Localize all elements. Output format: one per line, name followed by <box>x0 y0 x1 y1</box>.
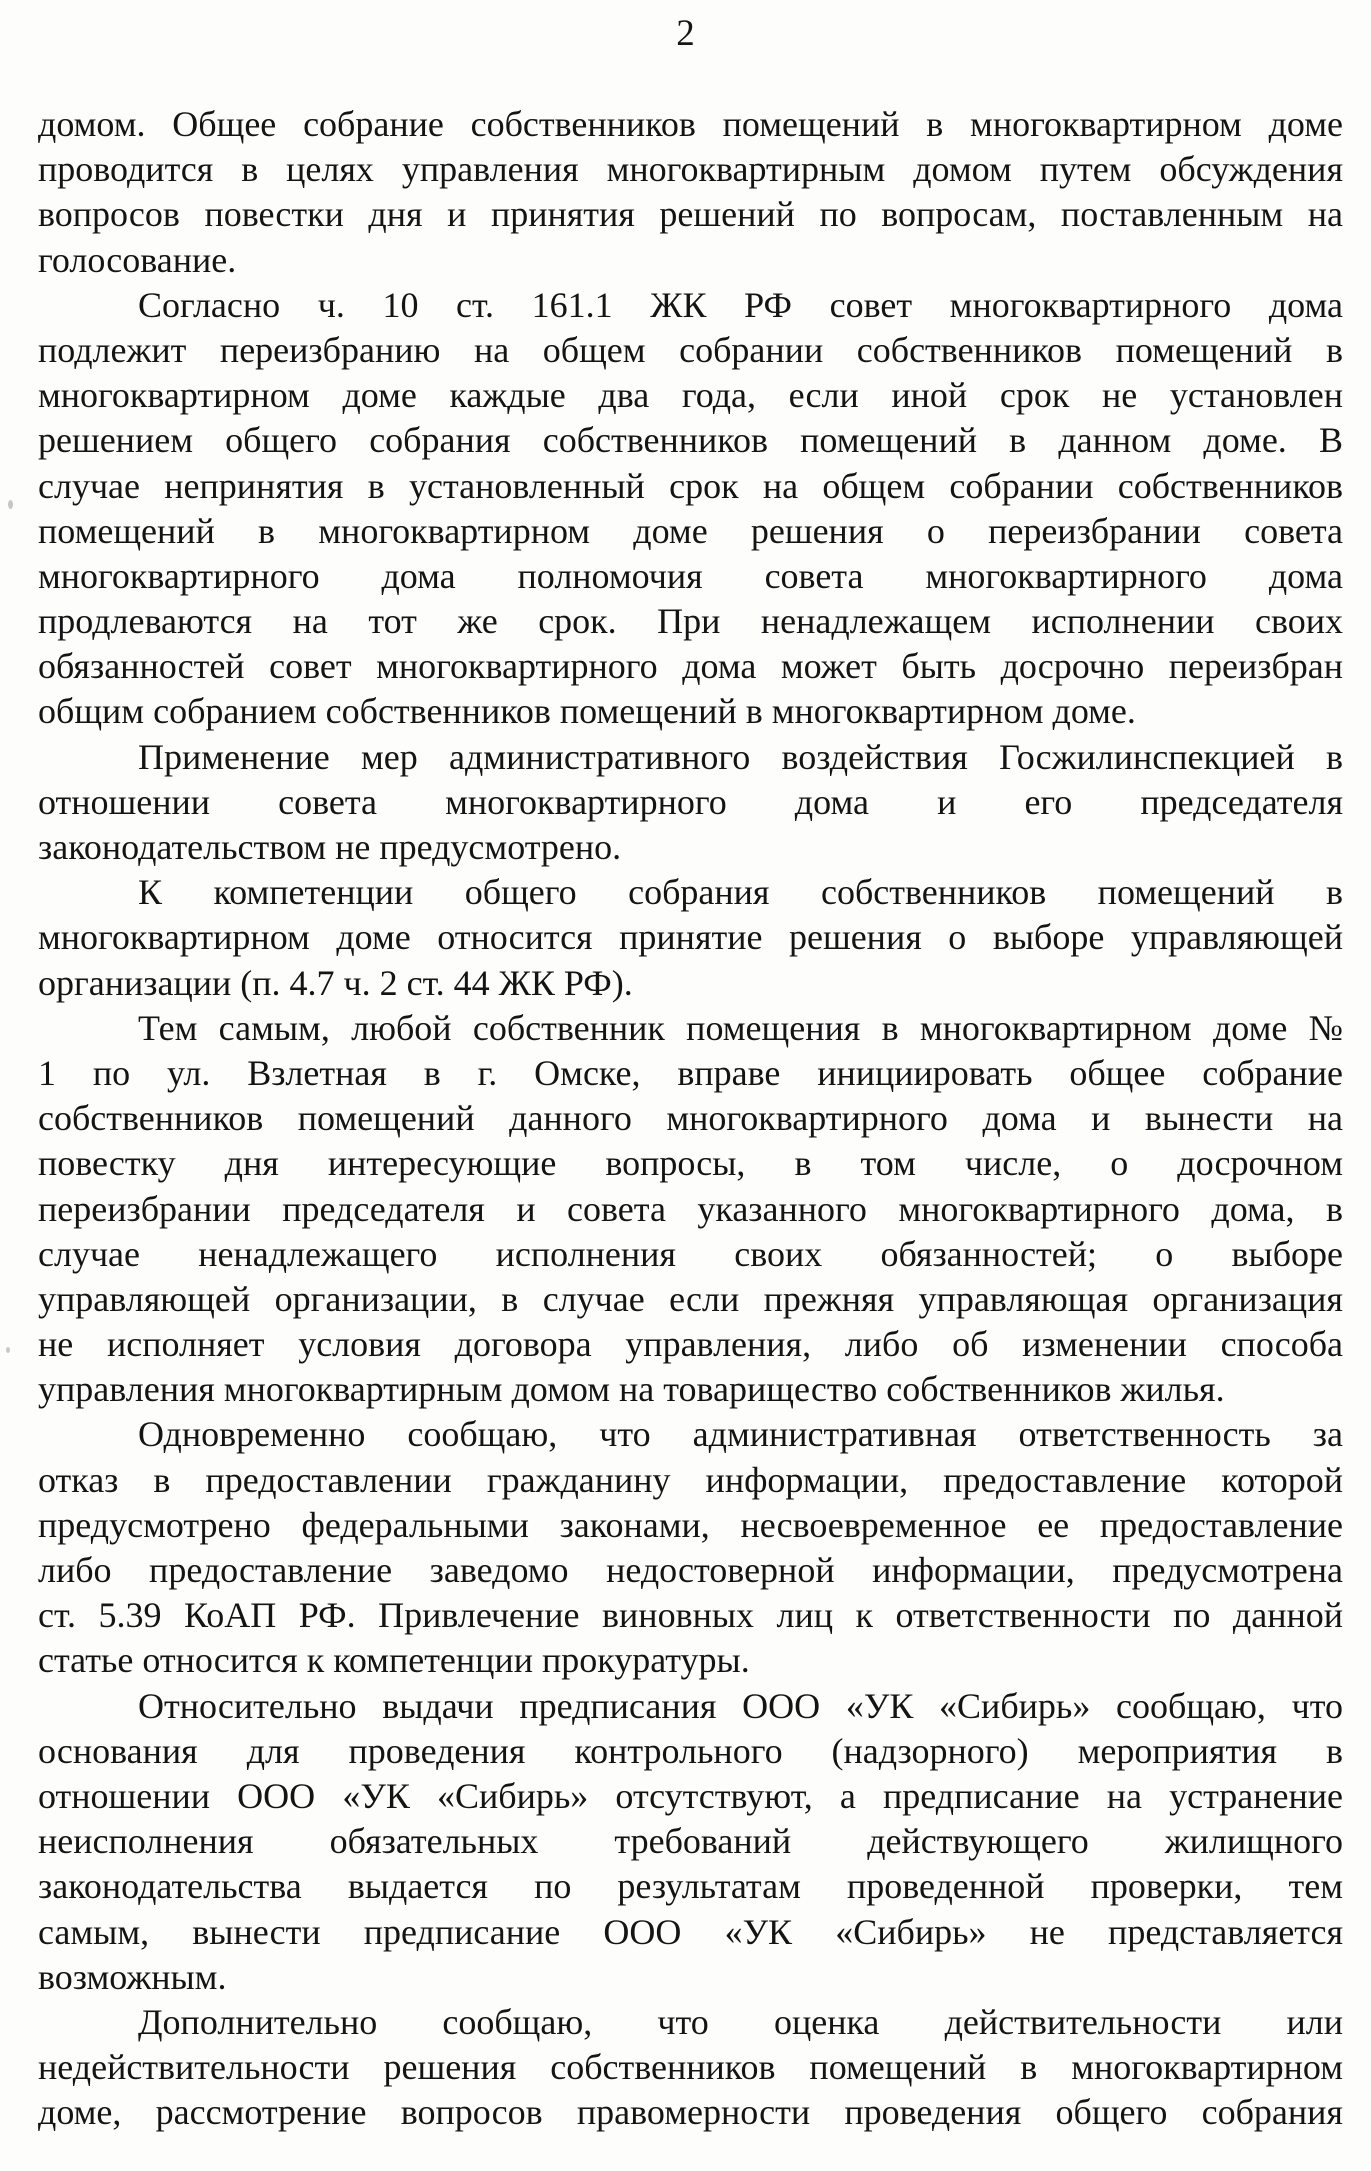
paragraph <box>38 1684 1343 2000</box>
text-line: Тем самым, любой собственник помещения в многоквартирном доме № <box>138 1007 1343 1048</box>
text-line: К компетенции общего собрания собственников помещений в <box>138 872 1343 913</box>
text-line: общим собранием собственников помещений в многоквартирном доме. <box>38 691 1136 732</box>
text-line: 1 по ул. Взлетная в г. Омске, вправе инициировать общее собрание <box>38 1052 1343 1093</box>
text-line: статье относится к компетенции прокуратуры. <box>38 1640 750 1681</box>
paragraph <box>38 735 1343 871</box>
text-line: повестку дня интересующие вопросы, в том числе, о досрочном <box>38 1143 1343 1184</box>
text-line: случае ненадлежащего исполнения своих обязанностей; о выборе <box>38 1233 1343 1274</box>
text-line: подлежит переизбранию на общем собрании собственников помещений в <box>38 329 1343 370</box>
text-line: случае непринятия в установленный срок на общем собрании собственников <box>38 465 1343 506</box>
text-line: управляющей организации, в случае если прежняя управляющая организация <box>38 1278 1343 1319</box>
text-line: управления многоквартирным домом на товарищество собственников жилья. <box>38 1369 1225 1410</box>
text-line: неисполнения обязательных требований действующего жилищного <box>38 1821 1343 1862</box>
text-line: многоквартирном доме относится принятие решения о выборе управляющей <box>38 917 1343 958</box>
text-line: либо предоставление заведомо недостоверной информации, предусмотрена <box>38 1550 1343 1590</box>
text-line: вопросов повестки дня и принятия решений по вопросам, поставленным на <box>38 194 1343 235</box>
text-line: Относительно выдачи предписания ООО «УК «Сибирь» сообщаю, что <box>138 1685 1343 1726</box>
text-line: Дополнительно сообщаю, что оценка действительности или <box>138 2001 1343 2042</box>
scan-speck <box>8 500 13 509</box>
text-line: ст. 5.39 КоАП РФ. Привлечение виновных лиц к ответственности по данной <box>38 1595 1343 1636</box>
text-line: не исполняет условия договора управления, либо об изменении способа <box>38 1324 1343 1365</box>
text-line: помещений в многоквартирном доме решения о переизбрании совета <box>38 510 1343 551</box>
paragraph <box>38 283 1343 735</box>
text-line: обязанностей совет многоквартирного дома может быть досрочно переизбран <box>38 646 1343 687</box>
text-line: голосование. <box>38 239 237 280</box>
text-line: переизбрании председателя и совета указанного многоквартирного дома, в <box>38 1188 1343 1229</box>
text-line: собственников помещений данного многоквартирного дома и вынести на <box>38 1098 1343 1139</box>
paragraph <box>38 1006 1343 1413</box>
text-line: многоквартирного дома полномочия совета многоквартирного дома <box>38 555 1343 596</box>
paragraph <box>38 102 1343 283</box>
text-line: организации (п. 4.7 ч. 2 ст. 44 ЖК РФ). <box>38 962 633 1003</box>
text-line: возможным. <box>38 1956 227 1997</box>
paragraph <box>38 870 1343 1006</box>
text-line: решением общего собрания собственников помещений в данном доме. В <box>38 420 1343 461</box>
text-line: отношении ООО «УК «Сибирь» отсутствуют, а предписание на устранение <box>38 1775 1343 1816</box>
text-line: недействительности решения собственников помещений в многоквартирном <box>38 2047 1343 2088</box>
text-line: Одновременно сообщаю, что административная ответственность за <box>138 1414 1343 1455</box>
text-line: отношении совета многоквартирного дома и его председателя <box>38 781 1343 822</box>
text-line: домом. Общее собрание собственников помещений в многоквартирном доме <box>38 104 1343 144</box>
text-line: основания для проведения контрольного (надзорного) мероприятия в <box>38 1730 1343 1771</box>
text-line: самым, вынести предписание ООО «УК «Сибирь» не представляется <box>38 1911 1343 1952</box>
scan-speck <box>6 1347 10 1353</box>
text-line: законодательством не предусмотрено. <box>38 827 622 867</box>
text-line: Применение мер административного воздействия Госжилинспекцией в <box>138 736 1343 777</box>
text-line: многоквартирном доме каждые два года, если иной срок не установлен <box>38 375 1343 416</box>
text-line: предусмотрено федеральными законами, несвоевременное ее предоставление <box>38 1504 1343 1545</box>
paragraph <box>38 1412 1343 1683</box>
text-line: доме, рассмотрение вопросов правомерности проведения общего собрания <box>38 2092 1343 2133</box>
text-line: законодательства выдается по результатам проведенной проверки, тем <box>38 1866 1343 1907</box>
text-line: отказ в предоставлении гражданину информации, предоставление которой <box>38 1459 1343 1500</box>
text-line: Согласно ч. 10 ст. 161.1 ЖК РФ совет многоквартирного дома <box>138 284 1343 325</box>
page-number: 2 <box>676 13 695 54</box>
document-body <box>38 102 1343 2135</box>
text-line: проводится в целях управления многоквартирным домом путем обсуждения <box>38 149 1343 190</box>
text-line: продлеваются на тот же срок. При ненадлежащем исполнении своих <box>38 601 1343 642</box>
paragraph <box>38 2000 1343 2136</box>
